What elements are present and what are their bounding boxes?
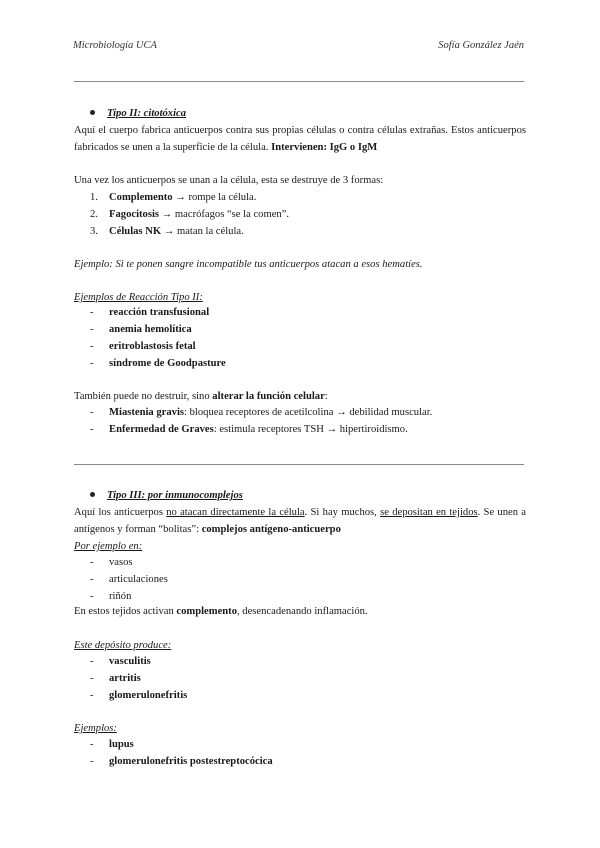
reactions-title: Ejemplos de Reacción Tipo II: [74, 292, 203, 303]
intro-text: Aquí el cuerpo fabrica anticuerpos contra sus propias células o contra células extrañas. Estos anticuerpos fabricados se unen a la superficie de la célula. [74, 125, 526, 153]
type3-intro: Aquí los anticuerpos no atacan directamente la célula. Si hay muchos, se depositan en tejidos. Se unen a antígenos y forman “bolitas”: complejos antígeno-anticuerpo [74, 507, 526, 535]
produces-title: Este depósito produce: [74, 640, 172, 651]
alter-list [90, 405, 510, 439]
header-author: Sofía González Jaén [438, 40, 524, 51]
list-item: - riñón [90, 590, 132, 602]
header-course: Microbiología UCA [73, 40, 157, 51]
activate-text: En estos tejidos activan complemento, desencadenando inflamación. [74, 606, 368, 617]
reactions-list [90, 305, 510, 373]
list-item: - vasos [90, 557, 133, 568]
section-title: Tipo III: por inmunocomplejos [107, 490, 243, 501]
sites-title: Por ejemplo en: [74, 541, 143, 552]
list-item: - lupus [90, 739, 134, 750]
list-item: - glomerulonefritis [90, 689, 188, 701]
produces-list [90, 654, 510, 705]
list-item: - vasculitis [90, 656, 151, 667]
list-item: 3. Células NK → matan la célula. [90, 225, 244, 237]
list-item: - síndrome de Goodpasture [90, 357, 226, 369]
list-item: - glomerulonefritis postestreptocócica [90, 755, 273, 767]
list-item: - reacción transfusional [90, 307, 210, 318]
divider [74, 464, 524, 465]
list-item: 1. Complemento → rompe la célula. [90, 192, 257, 203]
destroy-forms-list [90, 190, 510, 241]
bullet-icon [90, 110, 95, 115]
list-item: - anemia hemolítica [90, 323, 192, 335]
divider [74, 81, 524, 82]
section-heading-type2 [90, 106, 186, 123]
list-item: - Miastenia gravis: bloquea receptores de acetilcolina → debilidad muscular. [90, 407, 433, 418]
list-item: 2. Fagocitosis → macrófagos “se la comen”. [90, 208, 290, 220]
section-heading-type3 [90, 488, 243, 505]
bullet-icon [90, 492, 95, 497]
list-item: - Enfermedad de Graves: estimula receptores TSH → hipertiroidismo. [90, 423, 408, 435]
examples-list [90, 737, 510, 771]
intro-bold: Intervienen: IgG o IgM [271, 141, 378, 153]
type2-intro [74, 123, 526, 156]
list-item: - eritroblastosis fetal [90, 340, 196, 352]
list-item: - articulaciones [90, 573, 168, 585]
section-title: Tipo II: citotóxica [107, 108, 187, 119]
list-item: - artritis [90, 672, 141, 684]
examples-title: Ejemplos: [74, 723, 117, 734]
destroy-intro: Una vez los anticuerpos se unan a la célula, esta se destruye de 3 formas: [74, 175, 384, 186]
sites-list [90, 555, 510, 606]
alter-intro: También puede no destruir, sino alterar la función celular: [74, 391, 328, 402]
example-note: Ejemplo: Si te ponen sangre incompatible tus anticuerpos atacan a esos hematíes. [74, 259, 423, 270]
